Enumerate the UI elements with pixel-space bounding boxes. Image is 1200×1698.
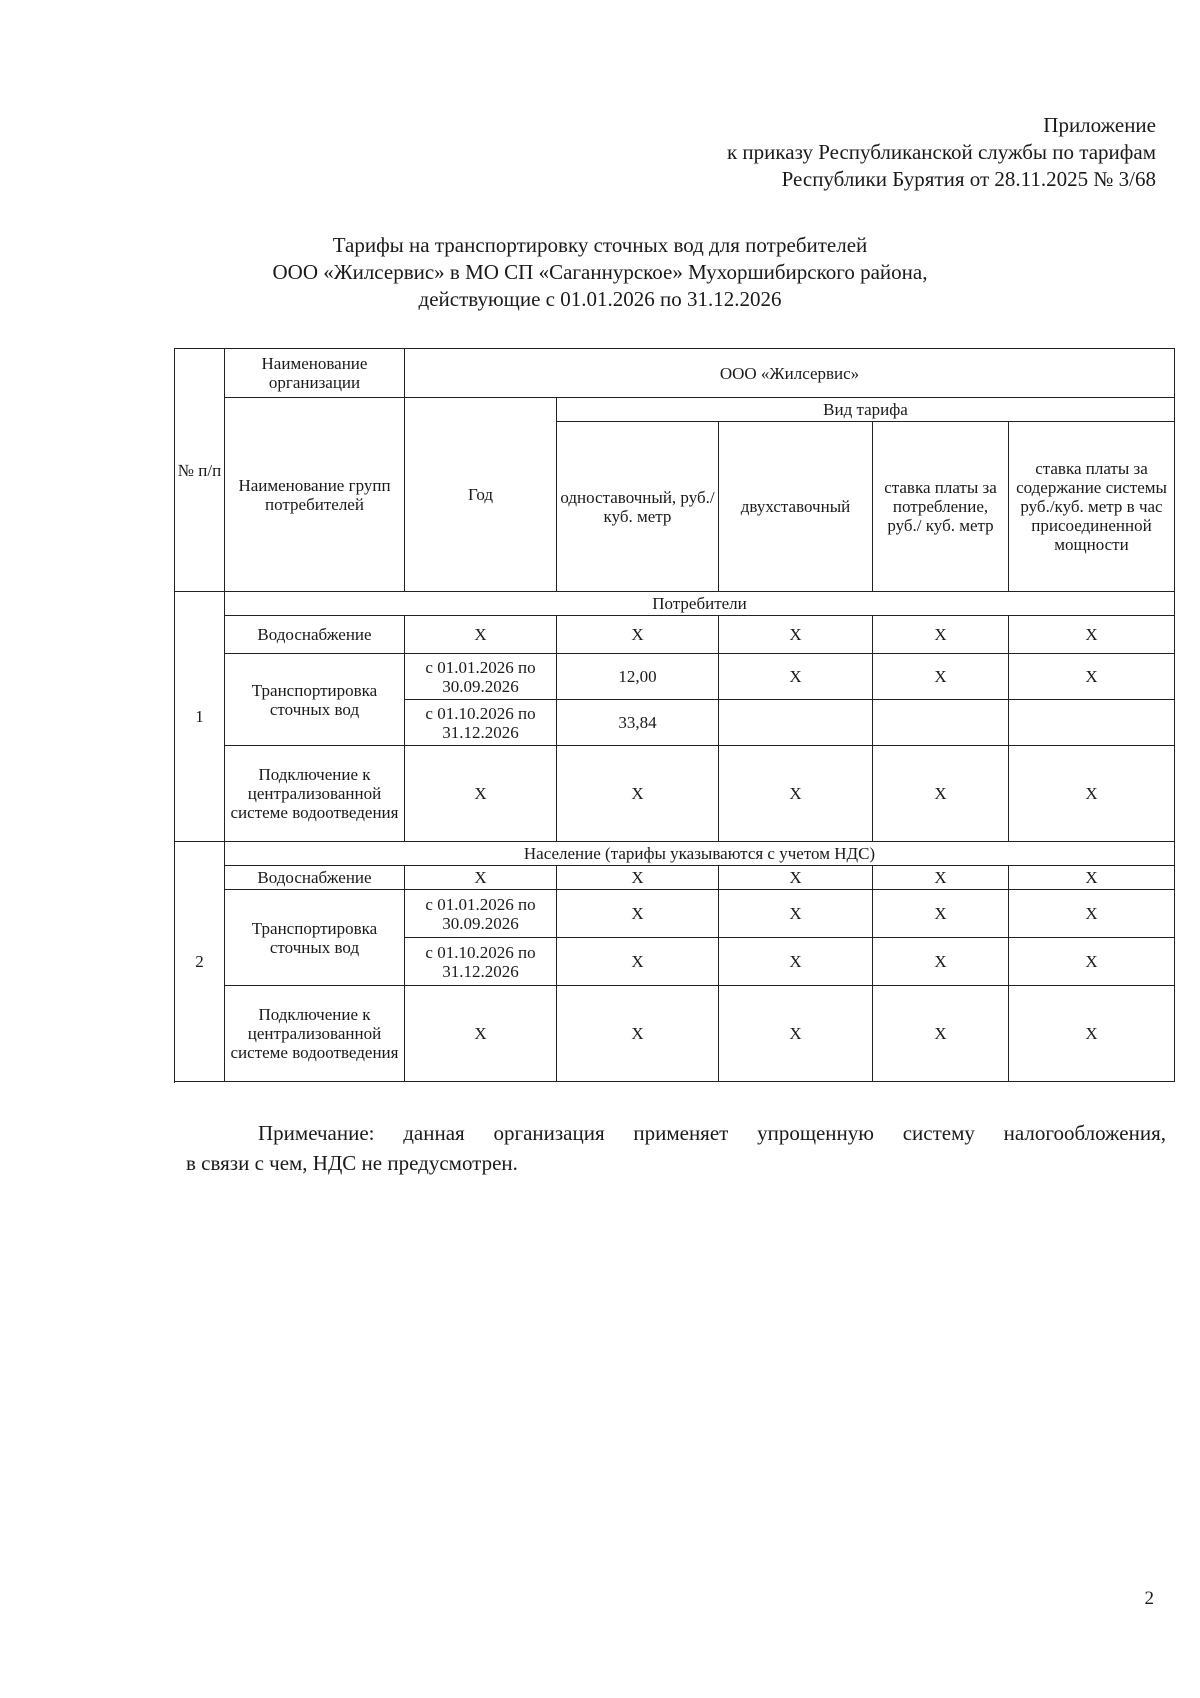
cell: X: [557, 890, 719, 938]
cell: [1009, 700, 1175, 746]
cell: X: [557, 938, 719, 986]
header-two-rate: двухставочный: [719, 422, 873, 592]
cell: X: [719, 986, 873, 1082]
cell: X: [557, 986, 719, 1082]
period-cell: с 01.10.2026 по 31.12.2026: [405, 938, 557, 986]
cell: X: [1009, 938, 1175, 986]
section-num: 2: [175, 842, 225, 1082]
cell: X: [1009, 616, 1175, 654]
note-paragraph: [186, 1118, 1166, 1178]
cell: X: [719, 616, 873, 654]
table-row: [175, 654, 1175, 700]
cell: X: [873, 746, 1009, 842]
cell: X: [873, 616, 1009, 654]
appendix-line: Республики Бурятия от 28.11.2025 № 3/68: [781, 167, 1156, 191]
cell: X: [719, 746, 873, 842]
table-row: [175, 986, 1175, 1082]
cell: X: [873, 938, 1009, 986]
cell: X: [719, 866, 873, 890]
header-year: Год: [405, 398, 557, 592]
row-label: Транспортировка сточных вод: [225, 654, 405, 746]
row-label: Подключение к централизованной системе водоотведения: [225, 986, 405, 1082]
cell: 33,84: [557, 700, 719, 746]
title-line: Тарифы на транспортировку сточных вод для потребителей: [332, 233, 868, 257]
cell: X: [405, 616, 557, 654]
period-cell: с 01.10.2026 по 31.12.2026: [405, 700, 557, 746]
header-single-rate: одноставочный, руб./ куб. метр: [557, 422, 719, 592]
cell: X: [557, 746, 719, 842]
cell: X: [1009, 746, 1175, 842]
header-num: № п/п: [175, 349, 225, 592]
cell: X: [405, 986, 557, 1082]
row-label: Водоснабжение: [225, 866, 405, 890]
cell: X: [405, 746, 557, 842]
table-row: [175, 890, 1175, 938]
row-label: Транспортировка сточных вод: [225, 890, 405, 986]
period-cell: с 01.01.2026 по 30.09.2026: [405, 890, 557, 938]
cell: 12,00: [557, 654, 719, 700]
cell: X: [873, 986, 1009, 1082]
header-org-label: Наименование организации: [225, 349, 405, 398]
cell: X: [873, 654, 1009, 700]
row-label: Подключение к централизованной системе водоотведения: [225, 746, 405, 842]
note-line: Примечание: данная организация применяет упрощенную систему налогообложения,: [258, 1121, 1166, 1145]
appendix-line: Приложение: [1043, 113, 1156, 137]
cell: X: [873, 866, 1009, 890]
header-tariff-type: Вид тарифа: [557, 398, 1175, 422]
header-maintenance-rate: ставка платы за содержание системы руб./куб. метр в час присоединенной мощности: [1009, 422, 1175, 592]
cell: X: [557, 866, 719, 890]
document-title: [0, 232, 1200, 313]
section-title: Потребители: [225, 592, 1175, 616]
cell: X: [1009, 866, 1175, 890]
row-label: Водоснабжение: [225, 616, 405, 654]
cell: X: [405, 866, 557, 890]
note-line: в связи с чем, НДС не предусмотрен.: [186, 1151, 518, 1175]
header-consumption-rate: ставка платы за потребление, руб./ куб. метр: [873, 422, 1009, 592]
cell: X: [1009, 654, 1175, 700]
section-title: Население (тарифы указываются с учетом НДС): [225, 842, 1175, 866]
cell: X: [557, 616, 719, 654]
cell: X: [1009, 986, 1175, 1082]
cell: X: [719, 654, 873, 700]
title-line: действующие с 01.01.2026 по 31.12.2026: [418, 287, 782, 311]
cell: X: [1009, 890, 1175, 938]
period-cell: с 01.01.2026 по 30.09.2026: [405, 654, 557, 700]
appendix-line: к приказу Республиканской службы по тарифам: [726, 140, 1156, 164]
table-row: [175, 746, 1175, 842]
cell: X: [719, 938, 873, 986]
tariff-table: [174, 348, 1175, 1082]
table-row: [175, 866, 1175, 890]
title-line: ООО «Жилсервис» в МО СП «Саганнурское» Мухоршибирского района,: [272, 260, 928, 284]
cell: X: [873, 890, 1009, 938]
appendix-block: [727, 112, 1156, 193]
page-number: 2: [1144, 1588, 1154, 1609]
section-num: 1: [175, 592, 225, 842]
cell: [719, 700, 873, 746]
cell: X: [719, 890, 873, 938]
header-org-name: ООО «Жилсервис»: [405, 349, 1175, 398]
cell: [873, 700, 1009, 746]
table-row: [175, 616, 1175, 654]
header-groups-label: Наименование групп потребителей: [225, 398, 405, 592]
